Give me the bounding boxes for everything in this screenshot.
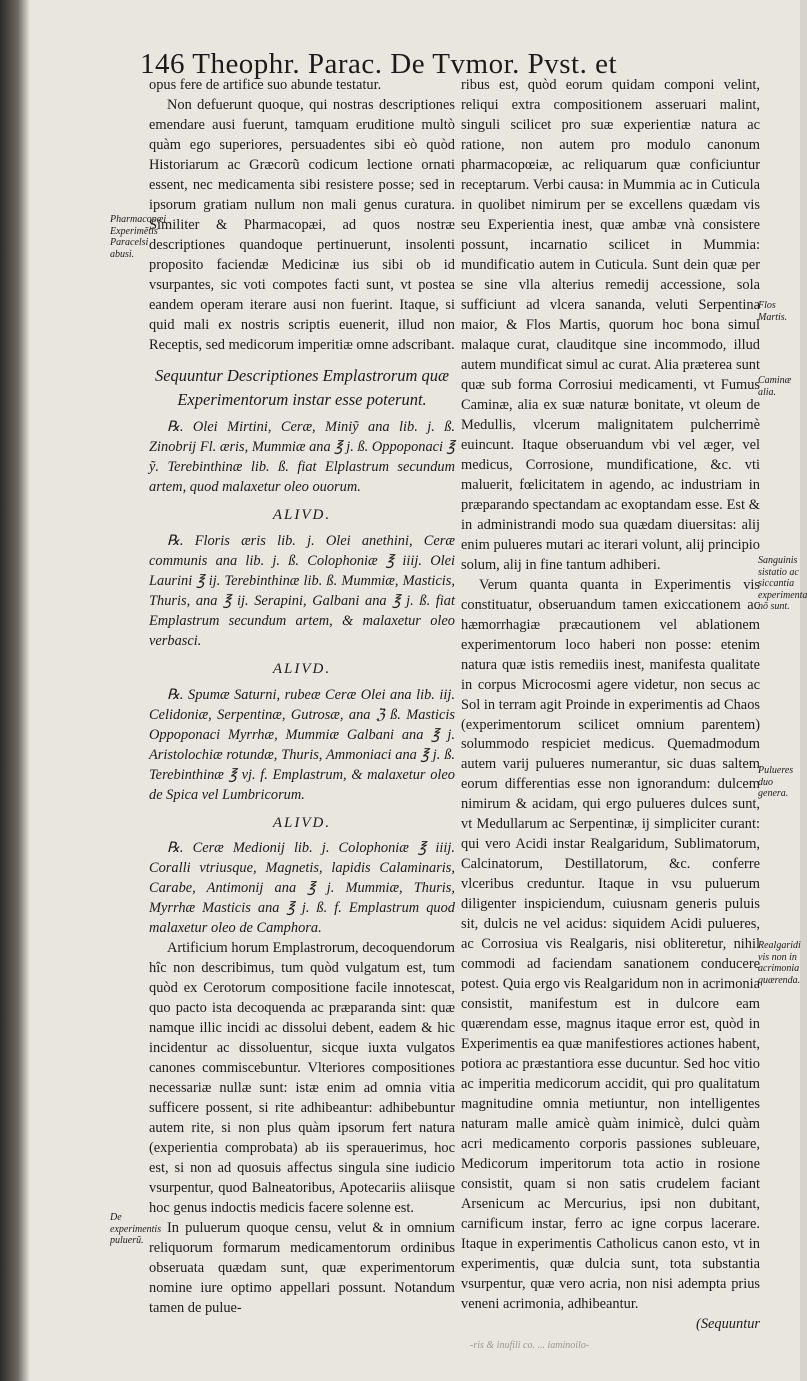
recipe: ℞. Spumæ Saturni, rubeæ Ceræ Olei ana lib. iij. Celidoniæ, Serpentinæ, Gutrosæ, ana ℨ ß. Masticis Oppoponaci Myrrhæ, Mummiæ Galbani ana ℥ j. Aristolochiæ rotundæ, Thuris, Ammoniaci ana ℥ j. ß. Terebinthinæ ℥ vj. f. Emplastrum, & malaxetur oleo de Spica vel Lumbricorum. [149, 686, 455, 803]
section-heading: Sequuntur Descriptiones Emplastrorum quæ Experimentorum instar esse poterunt. [154, 365, 450, 409]
recipe: ℞. Ceræ Medionij lib. j. Colophoniæ ℥ iiij. Coralli vtriusque, Magnetis, lapidis Calaminaris, Carabe, Antimonij ana ℥ j. Mummiæ, Thuris, Myrrhæ Masticis ana ℥ j. ß. f. Emplastrum quod malaxetur oleo de Camphora. [149, 840, 455, 937]
margin-note-sanguinis: Sanguinis sistatio ac siccantia experimenta nõ sunt. [758, 555, 807, 612]
margin-note-flos-martis: Flos Martis. [758, 300, 788, 323]
margin-note-pharmacopaei: Pharmacopæi Experimẽtis Paracelsi abusi. [110, 214, 167, 260]
paragraph: In puluerum quoque censu, velut & in omnium reliquorum formarum medicamentorum ordinibus obseruata quædam sunt, quæ experimentorum nomine iure optimo appellari possunt. Notandum tamen de pulue- [149, 1220, 455, 1317]
aliud-heading: ALIVD. [272, 506, 332, 523]
running-head: 146 Theophr. Parac. De Tvmor. Pvst. et [140, 48, 618, 80]
catchword: (Sequuntur [696, 1316, 760, 1333]
aliud-heading: ALIVD. [272, 814, 332, 831]
paragraph: opus fere de artifice suo abunde testatur. [149, 77, 382, 93]
paragraph: Artificium horum Emplastrorum, decoquendorum hîc non describimus, tum quòd vulgatum est, tum quòd ex Cerotorum compositione facile innotescat, quo pacto ista decoquenda ac præparanda sint: quæ namque illic incidi ac dissolui debent, eadem & hic incidentur ac dissoluentur, sicque iuxta vulgatos canones commiscebuntur. Vlteriores compositiones necessariæ nullæ sunt: istæ enim ad omnia vitia sufficere possent, si rite adhibeantur: adhibebuntur autem rite, si non plus quàm ipsorum fert natura (experientia comprobata) ab iis sperauerimus, hoc est, si non ad quosuis affectus singula sine iudicio vsurpentur, quod Balneatoribus, Apotecariis aliisque hoc genus indoctis medicis facere solenne est. [149, 940, 455, 1217]
recipe: ℞. Olei Mirtini, Ceræ, Miniỹ ana lib. j. ß. Zinobrij Fl. æris, Mummiæ ana ℥ j. ß. Oppoponaci ℥ ỹ. Terebinthinæ lib. ß. fiat Elplastrum secundum artem, quod malaxetur oleo ouorum. [149, 418, 455, 495]
margin-note-pulueres: Pulueres duo genera. [758, 765, 794, 799]
bleed-through-text: -ris & inufili co. ... iaminoilo- [470, 1340, 590, 1351]
right-column [461, 76, 760, 1335]
margin-note-pulverum: De experimentis puluerũ. [110, 1212, 162, 1246]
aliud-heading: ALIVD. [272, 660, 332, 677]
paragraph: ribus est, quòd eorum quidam componi velint, reliqui extra compositionem asseruari malint, singuli scilicet pro suæ experientiæ natura ac ratione, non autem pro modulo canonum pharmacopœiæ, ac reliquarum quæ conficiuntur receptarum. Verbi causa: in Mummia ac in Cuticula in quolibet nimirum per se excellens quædam vis seu Experientia inest, quæ ambæ vnà consistere possunt, incarnatio scilicet in Mummia: mundificatio autem in Cuticula. Sunt dein quæ per se sine vlla alterius remedij accessione, sola sufficiunt ad vlcera sananda, veluti Serpentina maior, & Flos Martis, quorum hoc bona simul malaque curat, clauditque sine incommodo, illud autem mundificat simul ac curat. Alia præterea sunt quæ sub forma Corrosiui medicamenti, vt Fumus Caminæ, alia ex suæ naturæ bonitate, vt oleum de Medullis, vlcerum malignitatem pulcherrimè euincunt. Itaque obseruandum vbi vel æger, vel medicus, Corrosione, mundificatione, &c. vti maluerit, fœlicitatem in agendo, ac industriam in præparando spectandam ac exoptandam esse. Est & in administrandi modo sua quædam diuersitas: alij enim pulueres mutari ac iterari volunt, alij principio solum, alij in fine tantum adhiberi. [461, 77, 760, 573]
binding-gutter-shadow [0, 0, 30, 1381]
left-column [149, 76, 455, 1319]
margin-note-caminae: Caminæ alia. [758, 375, 792, 398]
margin-note-realgaridi: Realgaridi vis non in acrimonia quærenda. [758, 940, 801, 986]
paragraph: Non defuerunt quoque, qui nostras descriptiones emendare ausi fuerunt, tamquam eruditione multò quàm ego superiores, persuadentes sibi eò quòd Historiarum ac Græcorũ codicum lectione ornati essent, nec medicamenta sibi resistere posse; sed in ipsorum gratiam nullum non mali genus curatura. Similiter & Pharmacopæi, ad quos nostræ descriptiones quandoque pertinuerunt, insolenti proposito faciendæ Medicinæ ius sibi ob id vsurpantes, sic voti compotes facti sunt, vt postea eandem operam iterare ausi non fuerint. Itaque, si quid mali ex nostris scriptis euenerit, illud non Receptis, sed medicorum imperitiæ omne adscribant. [149, 96, 455, 353]
recipe: ℞. Floris æris lib. j. Olei anethini, Ceræ communis ana lib. j. ß. Colophoniæ ℥ iiij. Olei Laurini ℥ ij. Terebinthinæ lib. ß. Mummiæ, Masticis, Thuris, ana ℥ ij. Serapini, Galbani ana ℥ j. ß. fiat Emplastrum secundum artem, & malaxetur oleo verbasci. [149, 532, 455, 649]
paragraph: Verum quanta quanta in Experimentis vis constituatur, obseruandum tamen exiccationem ac hæmorrhagiæ præcautionem vel ablationem experimentorum loco haberi non posse: etenim natura quæ istis remediis inest, manifesta qualitate in corpus Microcosmi agere videtur, non secus ac Sol in terram agit Proinde in experimentis ad Chaos (experimentorum scilicet omnium parentem) solummodo respiciet medicus. Quemadmodum autem varij pulueres numerantur, sic duas saltem eorum differentias esse non ignorandum: dulcem nimirum & acidam, qui ergo pulueres dulces sunt, vt Medullarum ac Serpentinæ, ij simpliciter curant: qui vero Acidi instar Realgaridum, Sublimatorum, Calcinatorum, Destillatorum, &c. conferre vlceribus creduntur. Itaque in vsu puluerum diligenter inspiciendum, cuiusnam generis puluis sit, dulcis ne vel acidus: siquidem Acidi pulueres, ac Corrosiua vis Realgaris, nisi obliteretur, nihil commodi ad faciendam sanationem conducere potest. Quia ergo vis Realgaridum non in acrimonia consistit, manifestum est in dulcore eam quærendam esse, magnus itaque error est, quòd in Experimentis ea quæ manifestiores actiones habent, potiora ac præstantiora esse ducuntur. Sed hoc vitio ac imperitia medicorum accidit, qui pro qualitatum magnitudine omnia metiuntur, non intelligentes naturam malle amicè quàm inimicè, dulci quàm acri medicamento corporis passiones subleuare, Medicorum imperitorum tota actio in rosione consistit, quam si non satis crudelem faciant Arsenicum ac Mercurius, ipsi non dubitant, carnificum instar, ferro ac igne corpus lacerare. Itaque in experimentis Catholicus canon esto, vt in experimentis, quæ dulcia sunt, tota substantia vsurpentur, quæ vero acria, non nisi adempta prius veneni acrimonia, adhibeantur. [461, 576, 760, 1313]
